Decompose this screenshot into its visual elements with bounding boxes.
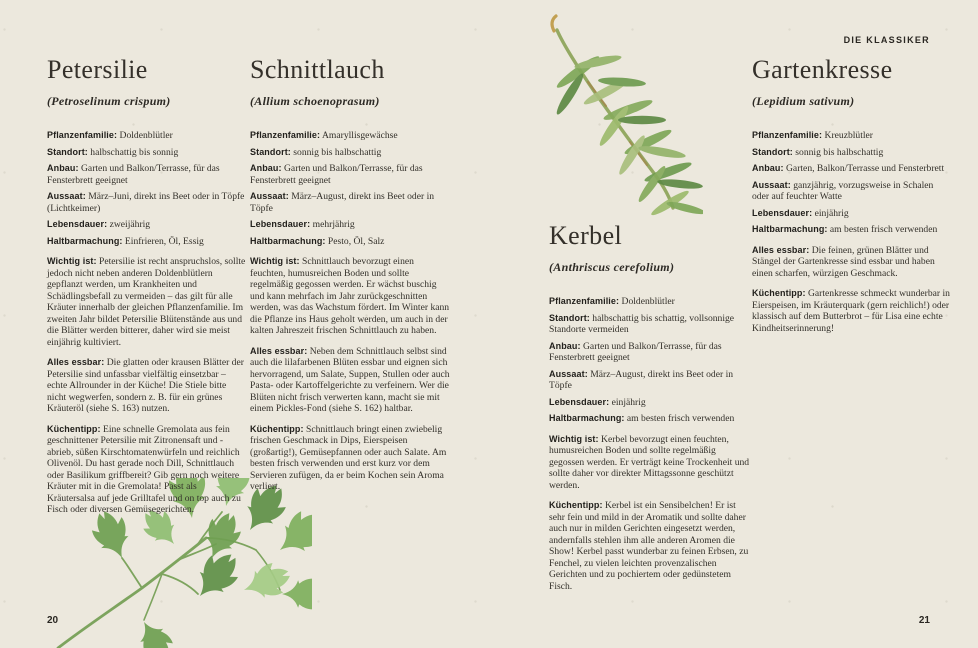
entry-title: Petersilie: [47, 55, 148, 84]
page-number-right: 21: [918, 615, 930, 626]
spec-item-label: Anbau:: [250, 163, 282, 174]
spec-item-label: Lebensdauer:: [250, 219, 311, 230]
paragraph-item-label: Küchentipp:: [250, 423, 304, 434]
paragraph-item: [549, 434, 750, 492]
spec-item-label: Haltbarmachung:: [549, 413, 625, 424]
entry-latin-name: (Petroselinum crispum): [47, 94, 171, 109]
paragraph-item: [47, 256, 246, 348]
paragraph-item-text: Gartenkresse schmeckt wunderbar in Eierspeisen, im Kräuterquark (gern reichlich!) oder klassisch auf dem Butterbrot – für Lisa eine echte Kindheitserinnerung!: [752, 288, 950, 334]
spec-item-label: Anbau:: [549, 340, 581, 351]
spec-item-text: zweijährig: [107, 219, 151, 231]
entry-latin-name: (Anthriscus cerefolium): [549, 260, 675, 275]
paragraph-item-label: Wichtig ist:: [47, 256, 97, 267]
paragraph-item-label: Küchentipp:: [47, 423, 101, 434]
paragraph-item: [47, 357, 246, 415]
spec-item: [752, 147, 952, 159]
spec-item: [752, 130, 952, 142]
paragraph-item: [752, 245, 952, 280]
paragraph-item-text: Petersilie ist recht anspruchslos, sollte jedoch nicht neben anderen Doldenblütlern gepflanzt werden, um Krankheiten und Schädlingsbefall zu vermeiden – das gilt für alle Kräuter innerhalb der gleichen Pflanzenfamilie. Im zweiten Jahr bildet Petersilie Blütenstände aus und die Blätter werden bitterer, daher wird sie meist einjährig kultiviert.: [47, 256, 246, 348]
entry-gartenkresse: [752, 56, 952, 334]
spec-item-label: Lebensdauer:: [47, 219, 108, 230]
paragraph-item: [250, 346, 451, 415]
paragraph-item-label: Wichtig ist:: [549, 433, 599, 444]
spec-item-label: Anbau:: [47, 163, 79, 174]
spec-item: [47, 236, 246, 248]
spec-item-label: Pflanzenfamilie:: [752, 130, 823, 141]
spec-item-label: Standort:: [752, 146, 793, 157]
spec-item-label: Standort:: [549, 312, 590, 323]
spec-item: [549, 296, 750, 308]
paragraph-item-label: Wichtig ist:: [250, 256, 300, 267]
spec-item-text: März–August, direkt ins Beet oder in Töpfe: [549, 368, 734, 392]
spec-item-text: halbschattig bis schattig, vollsonnige Standorte vermeiden: [549, 312, 735, 336]
paragraph-item-text: Die feinen, grünen Blätter und Stängel der Gartenkresse sind essbar und haben einen scharfen, würzigen Geschmack.: [752, 244, 935, 279]
spec-item: [752, 180, 952, 203]
entry-kerbel: [549, 222, 750, 592]
paragraph-item-label: Küchentipp:: [752, 288, 806, 299]
spec-item-text: Garten und Balkon/Terrasse, für das Fensterbrett geeignet: [549, 340, 722, 364]
entry-body: [250, 130, 451, 493]
paragraph-item-text: Schnittlauch bevorzugt einen feuchten, humusreichen Boden und sollte regelmäßig gegossen werden. Er wächst buschig und kann mehrfach im Jahr zurückgeschnitten werden, was das Wachstum fördert. Im Winter kann die Pflanze ins Haus geholt werden, um auch in der kalten Jahreszeit frischen Schnittlauch zu haben.: [250, 256, 450, 337]
spec-item-text: Garten und Balkon/Terrasse, für das Fensterbrett geeignet: [250, 163, 423, 186]
spec-item-label: Aussaat:: [752, 179, 791, 190]
spec-item: [47, 191, 246, 214]
spec-item-label: Haltbarmachung:: [250, 235, 326, 246]
paragraph-item-text: Eine schnelle Gremolata aus fein geschnittener Petersilie mit Zitronensaft und -abrieb, süßen Kirschtomatenwürfeln und reichlich Olivenöl. Du hast gerade noch Dill, Schnittlauch oder Basilikum griffbereit? Gib gern noch weitere Kräuter mit in die Gremolata! Passt als Kräutersalsa auf jede Grilltafel und on top auch zu Fisch oder diversen Gemüsegerichten.: [47, 423, 241, 516]
spec-item: [549, 397, 750, 409]
paragraph-item: [549, 500, 750, 592]
entry-latin-name: (Lepidium sativum): [752, 94, 855, 109]
paragraph-item-text: Neben dem Schnittlauch selbst sind auch die lilafarbenen Blüten essbar und eignen sich hervorragend, um Salate, Suppen, Stullen oder auch Pasta- oder Kartoffelgerichte zu verfeinern. Wer die Blüten nicht frisch verwerten kann, macht sie mit einem Pickles-Fond (siehe S. 162) haltbar.: [250, 345, 450, 415]
spec-item: [47, 219, 246, 231]
spec-item-label: Haltbarmachung:: [752, 224, 828, 235]
spec-item-label: Standort:: [47, 146, 88, 157]
spec-item: [549, 413, 750, 425]
spec-item-label: Lebensdauer:: [549, 396, 610, 407]
entry-body: [549, 296, 750, 592]
spec-item-label: Standort:: [250, 146, 291, 157]
paragraph-item-label: Küchentipp:: [549, 500, 603, 511]
spec-item-text: sonnig bis halbschattig: [792, 146, 884, 158]
spec-item-label: Lebensdauer:: [752, 207, 813, 218]
spec-item: [752, 208, 952, 220]
spec-item-text: März–Juni, direkt ins Beet oder in Töpfe (Lichtkeimer): [47, 191, 245, 214]
entry-latin-name: (Allium schoenoprasum): [250, 94, 380, 109]
spec-item: [47, 163, 246, 186]
spec-item: [250, 163, 451, 186]
spec-item-text: Pesto, Öl, Salz: [325, 235, 385, 247]
paragraph-item: [752, 288, 952, 334]
entry-title: Kerbel: [549, 221, 623, 250]
spec-item: [549, 341, 750, 364]
spec-item-text: am besten frisch verwenden: [624, 413, 735, 425]
spec-item-text: halbschattig bis sonnig: [87, 146, 179, 158]
paragraph-item-label: Alles essbar:: [752, 244, 810, 255]
entry-petersilie: [47, 56, 246, 516]
paragraph-item: [47, 424, 246, 516]
running-head: DIE KLASSIKER: [843, 35, 930, 45]
paragraph-item-text: Kerbel bevorzugt einen feuchten, humusreichen Boden und sollte regelmäßig gegossen werden. Er verträgt keine Trockenheit und sollte daher vor direkter Mittagssonne geschützt werden.: [549, 433, 750, 491]
entry-schnittlauch: [250, 56, 451, 493]
spec-item-text: Kreuzblütler: [822, 130, 874, 142]
entry-body: [47, 130, 246, 516]
spec-item: [250, 236, 451, 248]
spec-item-label: Aussaat:: [47, 191, 86, 202]
spec-item-text: Einfrieren, Öl, Essig: [122, 235, 204, 247]
paragraph-item-text: Schnittlauch bringt einen zwiebelig frischen Geschmack in Dips, Eierspeisen (großartig!), Gemüsepfannen oder auch Salate. Am besten frisch verwenden und erst kurz vor dem Servieren zufügen, da er beim Kochen sein Aroma verliert.: [250, 423, 447, 493]
paragraph-item-text: Die glatten oder krausen Blätter der Petersilie sind unfassbar vielfältig einsetzbar – echte Allrounder in der Küche! Die Stiele bitte nicht wegwerfen, sondern z. B. für ein grünes Kräuteröl (siehe S. 163) nutzen.: [47, 357, 244, 415]
spec-item-label: Anbau:: [752, 163, 784, 174]
spec-item-label: Aussaat:: [549, 368, 588, 379]
spec-item: [549, 369, 750, 392]
spec-item-label: Aussaat:: [250, 191, 289, 202]
spec-item-text: Garten, Balkon/Terrasse und Fensterbrett: [783, 163, 945, 175]
spec-item: [250, 219, 451, 231]
spec-item-label: Pflanzenfamilie:: [47, 130, 118, 141]
herb-sprig-illustration: [518, 0, 703, 232]
entry-title: Schnittlauch: [250, 55, 385, 84]
spec-item-text: mehrjährig: [310, 219, 355, 231]
spec-item: [752, 224, 952, 236]
spec-item: [752, 163, 952, 175]
entry-body: [752, 130, 952, 334]
spec-item-text: Amaryllisgewächse: [320, 130, 398, 142]
spec-item-text: einjährig: [609, 396, 646, 408]
paragraph-item-label: Alles essbar:: [250, 345, 308, 356]
spec-item: [250, 147, 451, 159]
spec-item-text: ganzjährig, vorzugsweise in Schalen oder auf feuchter Watte: [752, 179, 934, 203]
paragraph-item: [250, 256, 451, 337]
paragraph-item: [250, 424, 451, 493]
spec-item-text: am besten frisch verwenden: [827, 224, 938, 236]
spec-item-text: einjährig: [812, 207, 849, 219]
entry-title: Gartenkresse: [752, 55, 893, 84]
paragraph-item-label: Alles essbar:: [47, 357, 105, 368]
spec-item: [250, 191, 451, 214]
spec-item-label: Haltbarmachung:: [47, 235, 123, 246]
spec-item: [47, 130, 246, 142]
spec-item-text: Doldenblütler: [117, 130, 173, 142]
spec-item-text: Garten und Balkon/Terrasse, für das Fensterbrett geeignet: [47, 163, 220, 186]
spec-item: [549, 313, 750, 336]
spec-item-text: März–August, direkt ins Beet oder in Töpfe: [250, 191, 435, 214]
spec-item-text: sonnig bis halbschattig: [290, 146, 382, 158]
paragraph-item-text: Kerbel ist ein Sensibelchen! Er ist sehr fein und mild in der Aromatik und sollte daher auch nur in milden Gerichten eingesetzt werden, andernfalls stehlen ihm alle anderen Aromen die Show! Kerbel passt wunderbar zu feinen Erbsen, zu Fenchel, zu vielen leichten provenzalischen Gerichten und zu pochiertem oder gedünstetem Fisch.: [549, 500, 749, 592]
spec-item: [47, 147, 246, 159]
spec-item-text: Doldenblütler: [619, 296, 675, 308]
page-number-left: 20: [47, 615, 59, 626]
spec-item-label: Pflanzenfamilie:: [549, 296, 620, 307]
spec-item-label: Pflanzenfamilie:: [250, 130, 321, 141]
spec-item: [250, 130, 451, 142]
